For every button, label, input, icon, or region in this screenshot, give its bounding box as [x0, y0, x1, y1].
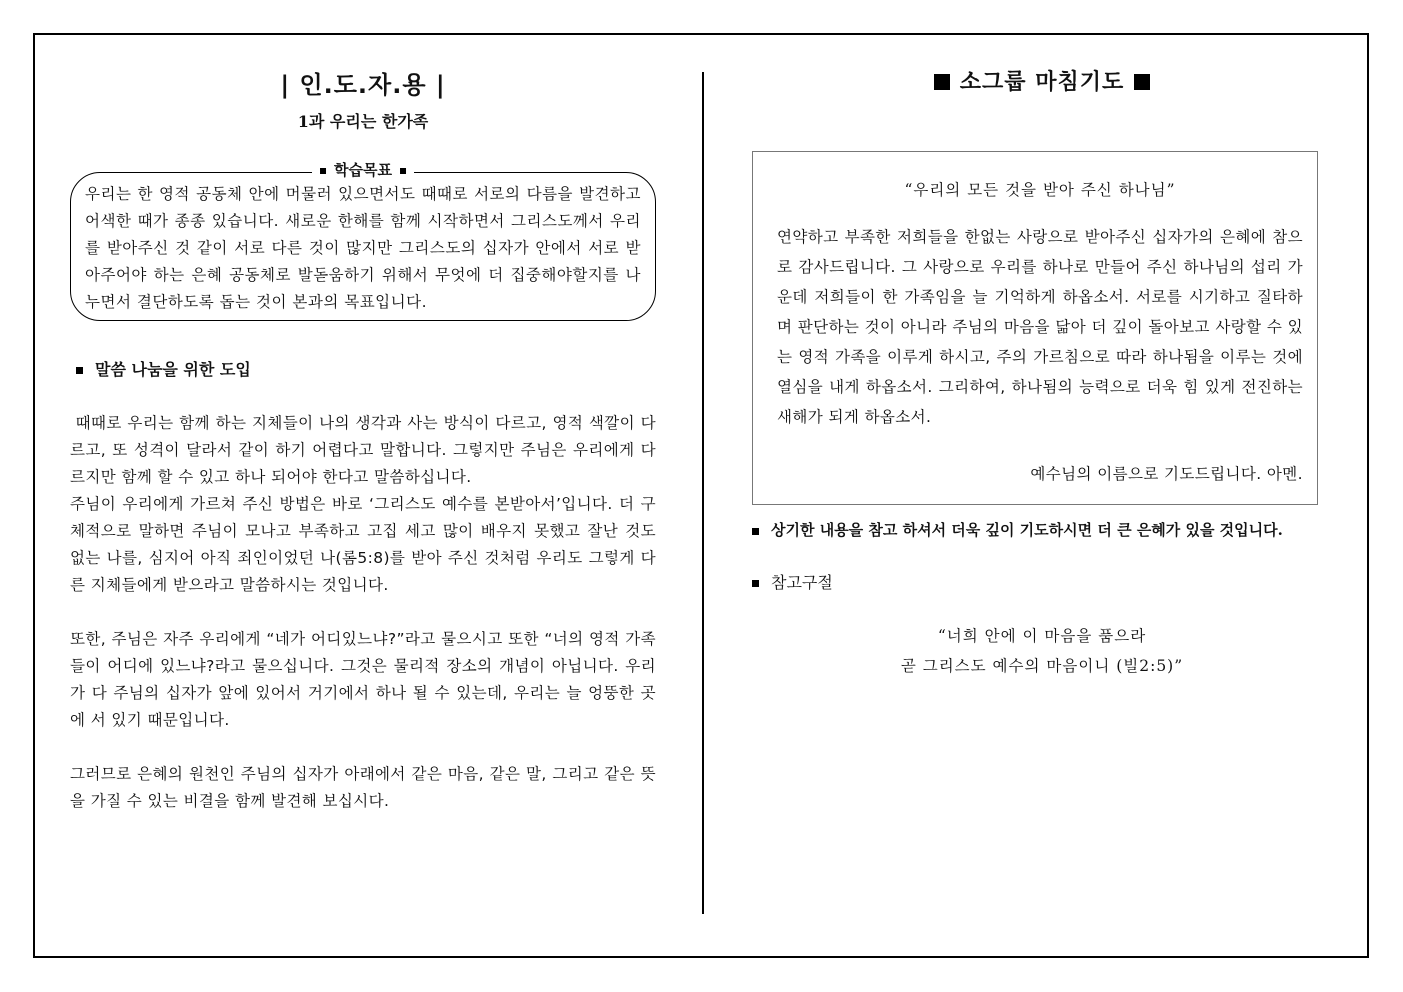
prayer-closing: 예수님의 이름으로 기도드립니다. 아멘. [1030, 465, 1303, 483]
lesson-title: 1과 우리는 한가족 [297, 112, 429, 131]
prayer-text: 연약하고 부족한 저희들을 한없는 사랑으로 받아주신 십자가의 은혜에 참으로 감사드립니다. 그 사랑으로 우리를 하나로 만들어 주신 하나님의 섭리 가운데 저희들이 한 가족임을 늘 기억하게 하옵소서. 서로를 시기하고 질타하며 판단하는 것이 아니라 주님의 마음을 닮아 더 깊이 돌아보고 사랑할 수 있는 영적 가족을 이루게 하시고, 주의 가르침으로 따라 하나됨을 이루는 것에 열심을 내게 하옵소서. 그리하여, 하나됨의 능력으로 더욱 힘 있게 전진하는 새해가 되게 하옵소서. [777, 228, 1303, 426]
intro-paragraph-3: 또한, 주님은 자주 우리에게 “네가 어디있느냐?”라고 물으시고 또한 “너의 영적 가족들이 어디에 있느냐?라고 물으십니다. 그것은 물리적 장소의 개념이 아닙니다. 우리가 다 주님의 십자가 앞에 있어서 거기에서 하나 될 수 있는데, 우리는 늘 엉뚱한 곳에 서 있기 때문입니다. [70, 630, 656, 729]
intro-heading [70, 357, 656, 380]
square-icon [1134, 74, 1150, 90]
leader-guide-column [70, 60, 656, 815]
square-bullet-icon [752, 580, 759, 587]
closing-prayer-title-text: 소그룹 마침기도 [959, 70, 1125, 95]
square-bullet-icon [400, 168, 406, 174]
reference-verse-line-1: “너희 안에 이 마음을 품으라 [937, 627, 1147, 645]
reference-verse-line-2: 곧 그리스도 예수의 마음이니 (빌2:5)” [900, 657, 1184, 675]
intro-paragraph-1: 때때로 우리는 함께 하는 지체들이 나의 생각과 사는 방식이 다르고, 영적 색깔이 다르고, 또 성격이 달라서 같이 하기 어렵다고 말합니다. 그렇지만 주님은 우리에게 다르지만 함께 할 수 있고 하나 되어야 한다고 말씀하십니다. [70, 414, 657, 486]
closing-prayer-title [752, 65, 1332, 99]
square-bullet-icon [320, 168, 326, 174]
square-icon [934, 74, 950, 90]
closing-prayer-column [752, 60, 1332, 681]
prayer-title: “우리의 모든 것을 받아 주신 하나님” [904, 181, 1176, 199]
square-bullet-icon [76, 367, 83, 374]
reference-heading [752, 570, 1332, 593]
column-divider [702, 72, 704, 914]
intro-paragraph-4: 그러므로 은혜의 원천인 주님의 십자가 아래에서 같은 마음, 같은 말, 그리고 같은 뜻을 가질 수 있는 비결을 함께 발견해 보십시다. [70, 765, 656, 810]
intro-paragraph-2: 주님이 우리에게 가르쳐 주신 방법은 바로 ‘그리스도 예수를 본받아서’입니다. 더 구체적으로 말하면 주님이 모나고 부족하고 고집 세고 많이 배우지 못했고 잘난 것도 없는 나를, 심지어 아직 죄인이었던 나(롬5:8)를 받아 주신 것처럼 우리도 그렇게 다른 지체들에게 받으라고 말씀하시는 것입니다. [70, 495, 656, 594]
square-bullet-icon [752, 528, 759, 535]
learning-goal-text: 우리는 한 영적 공동체 안에 머물러 있으면서도 때때로 서로의 다름을 발견하고 어색한 때가 종종 있습니다. 새로운 한해를 함께 시작하면서 그리스도께서 우리를 받아주신 것 같이 서로 다른 것이 많지만 그리스도의 십자가 안에서 서로 받아주어야 하는 은혜 공동체로 발돋움하기 위해서 무엇에 더 집중해야할지를 나누면서 결단하도록 돕는 것이 본과의 목표입니다. [85, 185, 641, 311]
intro-heading-text: 말씀 나눔을 위한 도입 [95, 360, 251, 379]
reference-heading-text: 참고구절 [771, 573, 833, 592]
page-title: | 인.도.자.용 | [280, 71, 446, 99]
prayer-note-text: 상기한 내용을 참고 하셔서 더욱 깊이 기도하시면 더 큰 은혜가 있을 것입니다. [771, 521, 1283, 539]
learning-goal-label [312, 159, 414, 180]
learning-goal-heading: 학습목표 [334, 161, 392, 179]
reference-verse [752, 621, 1332, 681]
prayer-box [752, 151, 1318, 505]
prayer-note [752, 519, 1332, 540]
learning-goal-box [70, 161, 656, 321]
